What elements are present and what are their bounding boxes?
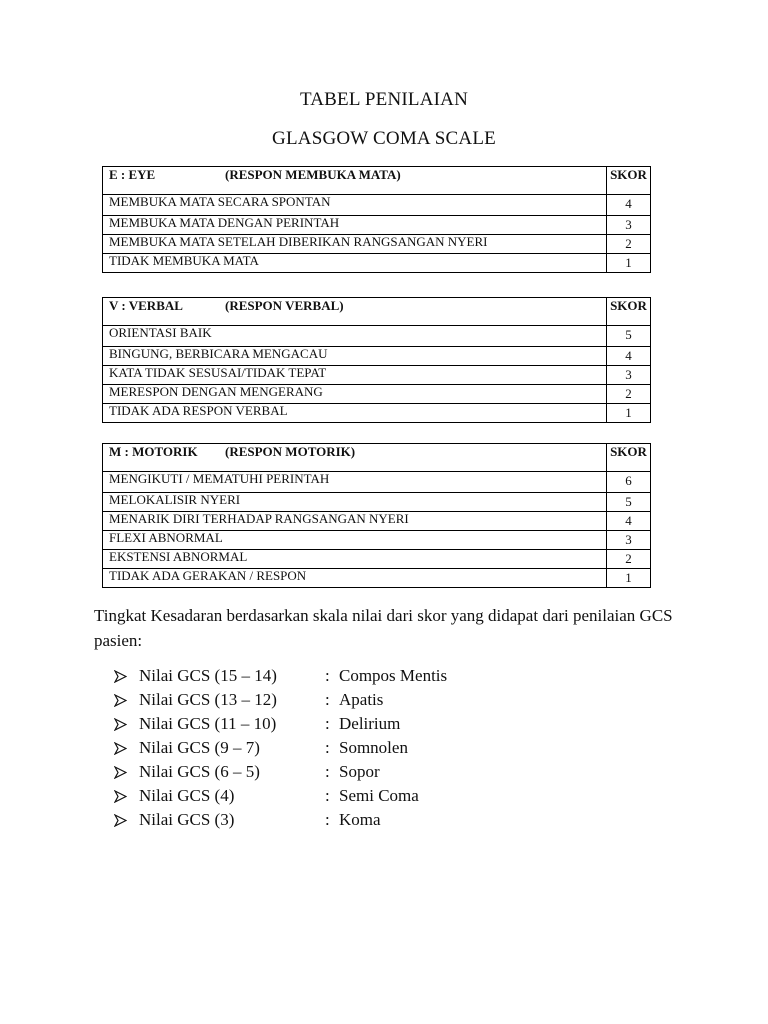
- score-value: 2: [607, 385, 651, 404]
- score-value: 5: [607, 493, 651, 512]
- consciousness-status: Koma: [339, 810, 381, 829]
- category-label: M : MOTORIK: [109, 444, 198, 459]
- separator: :: [325, 810, 330, 829]
- eye-score-table: [102, 166, 651, 273]
- arrowhead-bullet-icon: [114, 694, 139, 707]
- gcs-range: Nilai GCS (3): [139, 810, 235, 829]
- list-item: [114, 808, 447, 832]
- gcs-range: Nilai GCS (13 – 12): [139, 690, 277, 709]
- table-row: [103, 472, 651, 493]
- score-value: 2: [607, 550, 651, 569]
- score-header: SKOR: [607, 298, 651, 326]
- score-header: SKOR: [607, 444, 651, 472]
- score-value: 1: [607, 569, 651, 588]
- motor-score-table: [102, 443, 651, 588]
- table-row: [103, 531, 651, 550]
- table-row: [103, 493, 651, 512]
- list-item: [114, 688, 447, 712]
- table-header-cell: [103, 298, 607, 326]
- arrowhead-bullet-icon: [114, 814, 139, 827]
- criterion-label: EKSTENSI ABNORMAL: [103, 550, 607, 569]
- criterion-label: BINGUNG, BERBICARA MENGACAU: [103, 347, 607, 366]
- separator: :: [325, 786, 330, 805]
- criterion-label: TIDAK MEMBUKA MATA: [103, 254, 607, 273]
- consciousness-level-list: [114, 664, 447, 832]
- score-value: 2: [607, 235, 651, 254]
- table-row: [103, 347, 651, 366]
- score-value: 4: [607, 195, 651, 216]
- gcs-range: Nilai GCS (9 – 7): [139, 738, 260, 757]
- list-item: [114, 784, 447, 808]
- criterion-label: KATA TIDAK SESUSAI/TIDAK TEPAT: [103, 366, 607, 385]
- table-row: [103, 216, 651, 235]
- score-value: 5: [607, 326, 651, 347]
- table-row: [103, 195, 651, 216]
- score-value: 1: [607, 404, 651, 423]
- consciousness-status: Semi Coma: [339, 786, 419, 805]
- table-header-cell: [103, 444, 607, 472]
- list-item: [114, 712, 447, 736]
- criterion-label: FLEXI ABNORMAL: [103, 531, 607, 550]
- category-label: V : VERBAL: [109, 298, 183, 313]
- table-row: [103, 235, 651, 254]
- arrowhead-bullet-icon: [114, 790, 139, 803]
- consciousness-status: Delirium: [339, 714, 401, 733]
- criterion-label: ORIENTASI BAIK: [103, 326, 607, 347]
- list-item: [114, 664, 447, 688]
- list-item: [114, 736, 447, 760]
- separator: :: [325, 714, 330, 733]
- gcs-range: Nilai GCS (11 – 10): [139, 714, 277, 733]
- page-subtitle: GLASGOW COMA SCALE: [272, 128, 496, 149]
- score-header: SKOR: [607, 167, 651, 195]
- table-header-row: [103, 298, 651, 326]
- category-description: (RESPON MOTORIK): [225, 444, 356, 459]
- table-row: [103, 404, 651, 423]
- table-header-row: [103, 444, 651, 472]
- table-row: [103, 550, 651, 569]
- table-row: [103, 512, 651, 531]
- gcs-range: Nilai GCS (6 – 5): [139, 762, 260, 781]
- score-value: 4: [607, 347, 651, 366]
- table-row: [103, 569, 651, 588]
- criterion-label: MELOKALISIR NYERI: [103, 493, 607, 512]
- score-value: 4: [607, 512, 651, 531]
- table-row: [103, 366, 651, 385]
- criterion-label: MEMBUKA MATA SETELAH DIBERIKAN RANGSANGAN NYERI: [103, 235, 607, 254]
- criterion-label: MENARIK DIRI TERHADAP RANGSANGAN NYERI: [103, 512, 607, 531]
- score-value: 6: [607, 472, 651, 493]
- score-value: 3: [607, 531, 651, 550]
- table-row: [103, 254, 651, 273]
- verbal-score-table: [102, 297, 651, 423]
- category-label: E : EYE: [109, 167, 156, 182]
- table-header-cell: [103, 167, 607, 195]
- separator: :: [325, 738, 330, 757]
- intro-paragraph: Tingkat Kesadaran berdasarkan skala nilai dari skor yang didapat dari penilaian GCS pasien:: [94, 606, 673, 650]
- criterion-label: TIDAK ADA GERAKAN / RESPON: [103, 569, 607, 588]
- category-description: (RESPON MEMBUKA MATA): [225, 167, 401, 182]
- separator: :: [325, 762, 330, 781]
- table-row: [103, 326, 651, 347]
- gcs-range: Nilai GCS (4): [139, 786, 235, 805]
- consciousness-status: Somnolen: [339, 738, 408, 757]
- arrowhead-bullet-icon: [114, 670, 139, 683]
- criterion-label: MERESPON DENGAN MENGERANG: [103, 385, 607, 404]
- arrowhead-bullet-icon: [114, 742, 139, 755]
- consciousness-status: Compos Mentis: [339, 666, 448, 685]
- page-title: TABEL PENILAIAN: [299, 89, 469, 110]
- table-header-row: [103, 167, 651, 195]
- criterion-label: MENGIKUTI / MEMATUHI PERINTAH: [103, 472, 607, 493]
- arrowhead-bullet-icon: [114, 718, 139, 731]
- category-description: (RESPON VERBAL): [225, 298, 344, 313]
- separator: :: [325, 666, 330, 685]
- criterion-label: MEMBUKA MATA SECARA SPONTAN: [103, 195, 607, 216]
- score-value: 3: [607, 366, 651, 385]
- score-value: 1: [607, 254, 651, 273]
- list-item: [114, 760, 447, 784]
- table-row: [103, 385, 651, 404]
- criterion-label: MEMBUKA MATA DENGAN PERINTAH: [103, 216, 607, 235]
- consciousness-status: Apatis: [339, 690, 384, 709]
- criterion-label: TIDAK ADA RESPON VERBAL: [103, 404, 607, 423]
- gcs-range: Nilai GCS (15 – 14): [139, 666, 277, 685]
- consciousness-status: Sopor: [339, 762, 380, 781]
- arrowhead-bullet-icon: [114, 766, 139, 779]
- separator: :: [325, 690, 330, 709]
- score-value: 3: [607, 216, 651, 235]
